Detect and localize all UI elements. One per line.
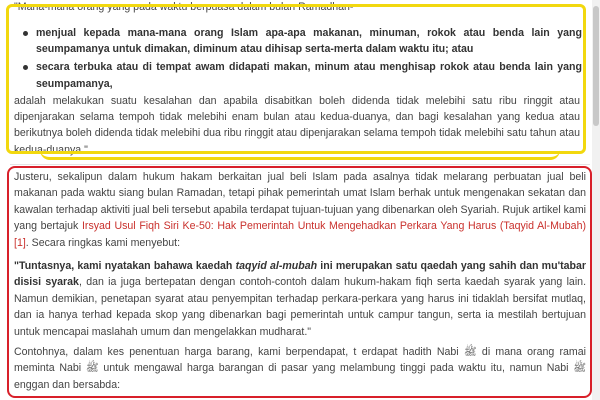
scrollbar[interactable] xyxy=(592,0,600,400)
quote-text: , dan ia juga bertepatan dengan contoh-contoh dalam hukum-hakam fiqh serta kaedah syarak yang lain. Namun demikian, penetapan syarat atau penyempitan terhadap perkara-perkara yang harus ini tidaklah bersifat mutlaq, dan ia hanya terhad kepada skop yang dibenarkan bagi pemerintah untuk campur tangun, serta ia mestilah bertujuan untuk mencapai maslahah umum dan mengelakkan mudharat." xyxy=(14,276,587,338)
paragraph-contohnya: Contohnya, dalam kes penentuan harga barang, kami berpendapat, t erdapat hadith Nabi ﷺ di mana orang ramai meminta Nabi ﷺ untuk mengawal harga barangan di pasar yang melambung tinggi pada waktu itu, namun Nabi ﷺ enggan dan bersabda: xyxy=(14,346,587,391)
list-item: secara terbuka atau di tempat awam didapati makan, minum atau menghisap rokok atau benda lain yang seumpamanya, xyxy=(22,59,582,91)
paragraph-text: . Secara ringkas kami menyebut: xyxy=(25,236,181,249)
divider xyxy=(10,164,590,165)
offence-list xyxy=(22,25,582,94)
quote-intro: "Mana-mana orang yang pada waktu berpuasa dalam bulan Ramadhan- xyxy=(14,1,354,13)
penalty-paragraph: adalah melakukan suatu kesalahan dan apabila disabitkan boleh didenda tidak melebihi satu ribu ringgit atau dipenjarakan selama tempoh tidak melebihi enam bulan atau kedua-duanya, dan bagi kesalahan yang kedua atau berikutnya boleh didenda tidak melebihi dua ribu ringgit atau dipenjarakan selama tempoh tidak melebihi satu tahun atau kedua-duanya." xyxy=(14,95,580,156)
quote-italic-term: taqyid al-mubah xyxy=(235,260,318,272)
article-link[interactable]: Irsyad Usul Fiqh Siri Ke-50: Hak Pemerintah Untuk Mengehadkan Perkara Yang Harus (Taqyid Al-Mubah) [1] xyxy=(14,220,586,249)
blockquote-tuntasnya xyxy=(14,258,586,340)
paragraph-justeru xyxy=(14,169,586,251)
paragraph-text: Justeru, sekalipun dalam hukum hakam berkaitan jual beli Islam pada asalnya tidak melarang perbuatan jual beli makanan pada waktu siang bulan Ramadan, tetapi pihak pemerintah umat Islam berhak untuk mengenakan sekatan dan kawalan terhadap aktiviti jual beli tersebut apabila terdapat tujuan-tujuan yang dibenarkan oleh Syariah. Rujuk artikel kami yang bertajuk xyxy=(14,171,586,233)
list-item: menjual kepada mana-mana orang Islam apa-apa makanan, minuman, rokok atau benda lain yang seumpamanya untuk dimakan, diminum atau dihisap serta-merta dalam waktu itu; atau xyxy=(22,25,582,57)
quote-bold-text: ini merupakan satu qaedah yang sahih dan mu'tabar disisi syarak xyxy=(14,260,586,289)
quote-bold-text: "Tuntasnya, kami nyatakan bahawa kaedah xyxy=(14,260,236,272)
scrollbar-thumb[interactable] xyxy=(593,6,599,126)
